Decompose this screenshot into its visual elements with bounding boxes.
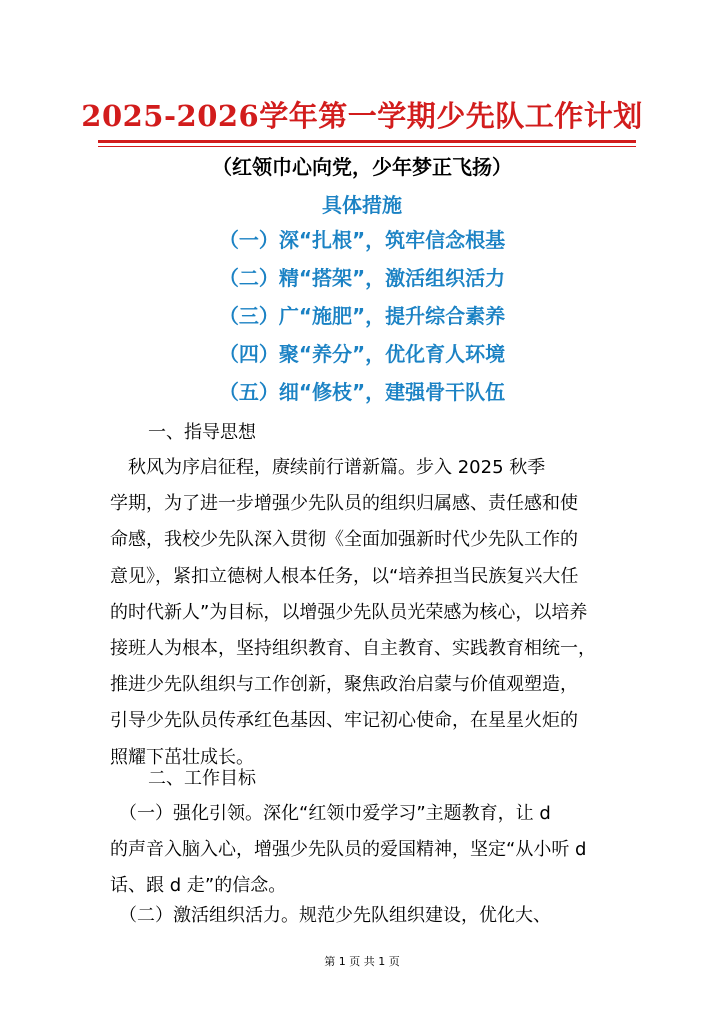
lead-phrase: （一）强化引领。 [128, 803, 263, 824]
paragraph-line [110, 898, 620, 934]
paragraph-line: 学期，为了进一步增强少先队员的组织归属感、责任感和使 [110, 493, 578, 515]
goal-2-paragraph [110, 898, 620, 934]
lead-phrase: 秋风为序启征程，赓续前行谱新篇。 [128, 457, 416, 478]
measure-item: （一）深“扎根”，筑牢信念根基 [218, 228, 506, 252]
paragraph-line: 推进少先队组织与工作创新，聚焦政治启蒙与价值观塑造， [110, 674, 578, 696]
measure-item: （三）广“施肥”，提升综合素养 [218, 304, 506, 328]
paragraph-line: 引导少先队员传承红色基因、牢记初心使命，在星星火炬的 [110, 710, 578, 732]
paragraph-line: 意见》，紧扣立德树人根本任务，以“培养担当民族复兴大任 [110, 565, 579, 587]
measure-item: （四）聚“养分”，优化育人环境 [218, 342, 506, 366]
title-rule-thick [98, 140, 636, 143]
goal-1-paragraph [110, 796, 620, 905]
first-line-rest: 步入 2025 秋季 [416, 457, 546, 478]
paragraph-line: 的声音入脑入心，增强少先队员的爱国精神，坚定“从小听 d [110, 839, 587, 861]
first-line-rest: 规范少先队组织建设，优化大、 [299, 905, 551, 926]
lead-phrase: （二）激活组织活力。 [128, 905, 299, 926]
paragraph-line: 命感，我校少先队深入贯彻《全面加强新时代少先队工作的 [110, 529, 578, 551]
paragraph-line [110, 450, 620, 486]
subtitle: （红领巾心向党，少年梦正飞扬） [212, 155, 512, 179]
paragraph-line: 的时代新人”为目标，以增强少先队员光荣感为核心，以培养 [110, 601, 588, 623]
title-rule-thin [98, 146, 636, 147]
measures-heading: 具体措施 [322, 193, 402, 217]
measure-item: （二）精“搭架”，激活组织活力 [218, 266, 506, 290]
page-footer: 第 1 页 共 1 页 [324, 955, 400, 968]
section-heading-guiding-ideology: 一、指导思想 [148, 422, 256, 443]
paragraph-line [110, 796, 620, 832]
measure-item: （五）细“修枝”，建强骨干队伍 [218, 380, 506, 404]
measures-list [0, 225, 724, 415]
page-title: 2025-2026学年第一学期少先队工作计划 [81, 99, 643, 133]
paragraph-line: 话、跟 d 走”的信念。 [110, 875, 287, 897]
first-line-rest: 深化“红领巾爱学习”主题教育，让 d [263, 803, 551, 824]
paragraph-line: 接班人为根本，坚持组织教育、自主教育、实践教育相统一， [110, 638, 596, 660]
paragraph-line: 照耀下茁壮成长。 [110, 746, 254, 768]
guiding-ideology-paragraph [110, 450, 620, 776]
section-heading-work-goals: 二、工作目标 [148, 768, 256, 789]
